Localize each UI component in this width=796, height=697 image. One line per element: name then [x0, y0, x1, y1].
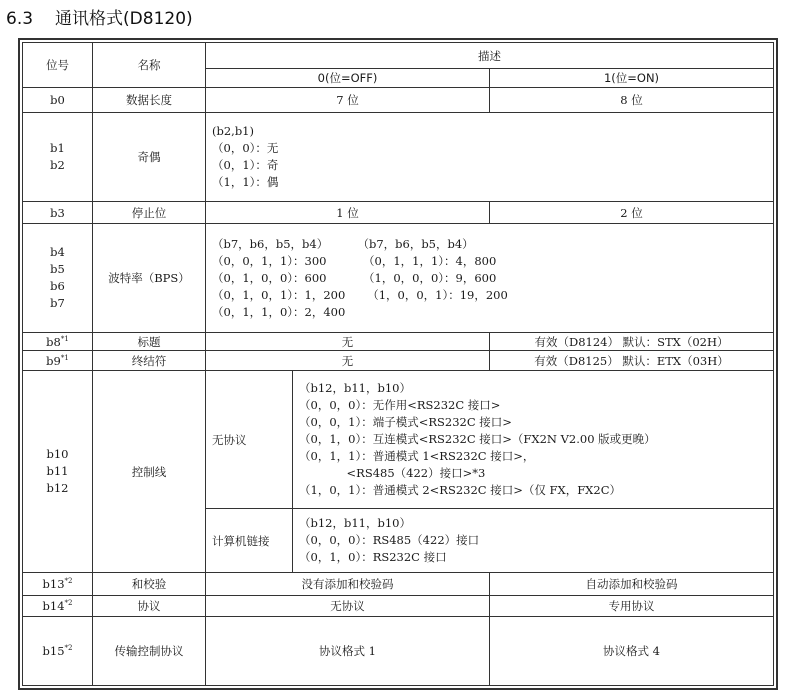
off-cell: 没有添加和校验码	[206, 573, 490, 596]
name-cell: 协议	[93, 596, 206, 617]
section-title	[6, 4, 215, 29]
name-cell: 波特率（BPS）	[93, 224, 206, 333]
off-cell: 无	[206, 351, 490, 371]
section-number: 6.3	[6, 9, 34, 29]
on-cell: 自动添加和校验码	[490, 573, 774, 596]
name-cell: 控制线	[93, 371, 206, 573]
table-row	[23, 113, 774, 202]
table-row	[23, 202, 774, 224]
header-bit: 位号	[23, 43, 93, 88]
name-cell: 终结符	[93, 351, 206, 371]
name-cell: 标题	[93, 333, 206, 351]
bit-cell: b0	[23, 88, 93, 113]
table-row	[23, 573, 774, 596]
on-cell: 有效（D8124） 默认：STX（02H）	[490, 333, 774, 351]
mode-label: 无协议	[206, 371, 293, 509]
desc-cell: （b7，b6，b5，b4） （b7，b6，b5，b4） （0，0，1，1）：300 （0，1，1，1）：4，800 （0，1，0，0）：600 （1，0，0，0）：9，600 （0，1，0，1）：1，200 （1，0，0，1）：19，200 （0，1，1，0）：2，400	[206, 224, 774, 333]
on-cell: 有效（D8125） 默认：ETX（03H）	[490, 351, 774, 371]
on-cell: 8 位	[490, 88, 774, 113]
on-cell: 2 位	[490, 202, 774, 224]
table-row	[23, 88, 774, 113]
bit-cell: b9$^{*1}$	[23, 351, 93, 371]
off-cell: 无协议	[206, 596, 490, 617]
header-desc: 描述	[206, 43, 774, 69]
bit-cell: b1 b2	[23, 113, 93, 202]
off-cell: 7 位	[206, 88, 490, 113]
off-cell: 无	[206, 333, 490, 351]
on-cell: 协议格式 4	[490, 617, 774, 686]
desc-cell: (b2,b1) （0，0）：无 （0，1）：奇 （1，1）：偶	[206, 113, 774, 202]
on-cell: 专用协议	[490, 596, 774, 617]
mode-label: 计算机链接	[206, 509, 293, 573]
name-cell: 奇偶	[93, 113, 206, 202]
bit-cell: b10 b11 b12	[23, 371, 93, 573]
table-row	[23, 224, 774, 333]
desc-cell: （b12，b11，b10） （0，0，0）：无作用<RS232C 接口> （0，0，1）：端子模式<RS232C 接口> （0，1，0）：互连模式<RS232C 接口>（FX2N V2.00 版或更晚） （0，1，1）：普通模式 1<RS232C 接口>， <RS485（422）接口>*3 （1，0，1）：普通模式 2<RS232C 接口>（仅 FX，FX2C）	[293, 371, 774, 509]
section-heading: 通讯格式(D8120)	[55, 9, 193, 29]
table-row	[23, 333, 774, 351]
table-row	[23, 617, 774, 686]
table-row	[23, 351, 774, 371]
header-off: 0(位=OFF)	[206, 69, 490, 88]
name-cell: 数据长度	[93, 88, 206, 113]
bit-cell: b15$^{*2}$	[23, 617, 93, 686]
header-name: 名称	[93, 43, 206, 88]
name-cell: 传输控制协议	[93, 617, 206, 686]
desc-cell: （b12，b11，b10） （0，0，0）：RS485（422）接口 （0，1，0）：RS232C 接口	[293, 509, 774, 573]
bit-cell: b4 b5 b6 b7	[23, 224, 93, 333]
bit-cell: b13$^{*2}$	[23, 573, 93, 596]
bit-cell: b14$^{*2}$	[23, 596, 93, 617]
off-cell: 1 位	[206, 202, 490, 224]
bit-cell: b3	[23, 202, 93, 224]
comm-format-table	[18, 38, 778, 690]
table-row	[23, 596, 774, 617]
name-cell: 停止位	[93, 202, 206, 224]
table-row	[23, 371, 774, 509]
header-on: 1(位=ON)	[490, 69, 774, 88]
bit-cell: b8$^{*1}$	[23, 333, 93, 351]
off-cell: 协议格式 1	[206, 617, 490, 686]
name-cell: 和校验	[93, 573, 206, 596]
